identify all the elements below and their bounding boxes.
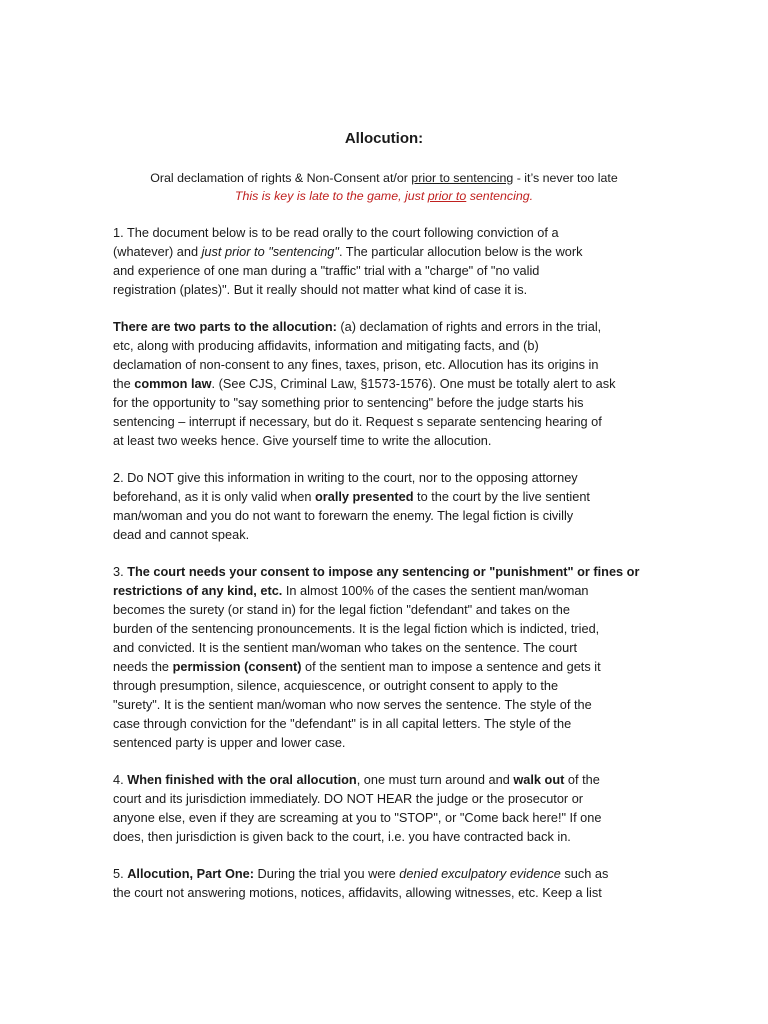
text-run: (a) declamation of rights and errors in the trial, bbox=[336, 319, 602, 334]
bold-text: The court needs your consent to impose any sentencing or "punishment" or fines or bbox=[127, 564, 640, 579]
note-text-end: sentencing. bbox=[466, 189, 534, 203]
text-line: 1. The document below is to be read orally to the court following conviction of a bbox=[113, 225, 559, 240]
paragraph-2 bbox=[113, 317, 658, 450]
text-run: During the trial you were bbox=[253, 866, 400, 881]
text-line: sentencing – interrupt if necessary, but do it. Request s separate sentencing hearing of bbox=[113, 414, 602, 429]
text-line: becomes the surety (or stand in) for the legal fiction "defendant" and takes on the bbox=[113, 602, 570, 617]
text-line: does, then jurisdiction is given back to the court, i.e. you have contracted back in. bbox=[113, 829, 571, 844]
bold-text: common law bbox=[134, 376, 212, 391]
text-run: the bbox=[113, 376, 135, 391]
text-line bbox=[113, 242, 658, 261]
bold-text: permission (consent) bbox=[172, 659, 302, 674]
text-line bbox=[113, 374, 658, 393]
subtitle-text: Oral declamation of rights & Non-Consent at/or bbox=[150, 171, 412, 185]
paragraph-3 bbox=[113, 468, 658, 544]
document-subtitle bbox=[0, 169, 768, 187]
note-underlined: prior to bbox=[427, 189, 467, 203]
red-note bbox=[0, 187, 768, 205]
subtitle-underlined: prior to sentencing bbox=[411, 171, 514, 185]
document-body bbox=[113, 223, 658, 920]
text-run: such as bbox=[560, 866, 609, 881]
note-text: This is key is late to the game, just bbox=[234, 189, 428, 203]
paragraph-5 bbox=[113, 770, 658, 846]
text-line: etc, along with producing affidavits, information and mitigating facts, and (b) bbox=[113, 338, 539, 353]
text-line bbox=[113, 317, 658, 336]
text-line: "surety". It is the sentient man/woman who now serves the sentence. The style of the bbox=[113, 697, 592, 712]
text-run: of the sentient man to impose a sentence and gets it bbox=[301, 659, 601, 674]
text-run: 4. bbox=[113, 772, 128, 787]
text-line bbox=[113, 864, 658, 883]
subtitle-text-end: - it’s never too late bbox=[513, 171, 618, 185]
text-run: needs the bbox=[113, 659, 173, 674]
bold-text: orally presented bbox=[315, 489, 414, 504]
text-run: 3. bbox=[113, 564, 128, 579]
text-run: , one must turn around and bbox=[356, 772, 514, 787]
text-line: for the opportunity to "say something prior to sentencing" before the judge starts his bbox=[113, 395, 584, 410]
text-run: 5. bbox=[113, 866, 128, 881]
text-line bbox=[113, 487, 658, 506]
text-line: sentenced party is upper and lower case. bbox=[113, 735, 346, 750]
text-run: . (See CJS, Criminal Law, §1573-1576). One must be totally alert to ask bbox=[211, 376, 616, 391]
text-line: anyone else, even if they are screaming at you to "STOP", or "Come back here!" If one bbox=[113, 810, 602, 825]
text-line: and convicted. It is the sentient man/woman who takes on the sentence. The court bbox=[113, 640, 577, 655]
text-line: registration (plates)". But it really should not matter what kind of case it is. bbox=[113, 282, 528, 297]
italic-text: just prior to "sentencing" bbox=[201, 244, 339, 259]
bold-text: walk out bbox=[513, 772, 565, 787]
text-line: man/woman and you do not want to forewarn the enemy. The legal fiction is civilly bbox=[113, 508, 574, 523]
text-line: through presumption, silence, acquiescence, or outright consent to apply to the bbox=[113, 678, 559, 693]
text-line: court and its jurisdiction immediately. DO NOT HEAR the judge or the prosecutor or bbox=[113, 791, 584, 806]
text-line: and experience of one man during a "traffic" trial with a "charge" of "no valid bbox=[113, 263, 540, 278]
italic-text: denied exculpatory evidence bbox=[399, 866, 561, 881]
text-line bbox=[113, 562, 658, 581]
text-line: 2. Do NOT give this information in writing to the court, nor to the opposing attorney bbox=[113, 470, 578, 485]
paragraph-4 bbox=[113, 562, 658, 752]
paragraph-6 bbox=[113, 864, 658, 902]
text-run: to the court by the live sentient bbox=[413, 489, 590, 504]
bold-text: Allocution, Part One: bbox=[127, 866, 254, 881]
text-line: case through conviction for the "defendant" is in all capital letters. The style of the bbox=[113, 716, 572, 731]
text-run: of the bbox=[564, 772, 600, 787]
text-line: declamation of non-consent to any fines, taxes, prison, etc. Allocution has its origins in bbox=[113, 357, 599, 372]
text-line: at least two weeks hence. Give yourself time to write the allocution. bbox=[113, 433, 492, 448]
bold-text: When finished with the oral allocution bbox=[127, 772, 357, 787]
bold-text: There are two parts to the allocution: bbox=[113, 319, 337, 334]
text-run: In almost 100% of the cases the sentient man/woman bbox=[282, 583, 589, 598]
text-run: (whatever) and bbox=[113, 244, 202, 259]
text-line: dead and cannot speak. bbox=[113, 527, 250, 542]
bold-text: restrictions of any kind, etc. bbox=[113, 583, 283, 598]
text-line bbox=[113, 581, 658, 600]
text-line: burden of the sentencing pronouncements. It is the legal fiction which is indicted, tried, bbox=[113, 621, 600, 636]
paragraph-1 bbox=[113, 223, 658, 299]
text-run: . The particular allocution below is the work bbox=[338, 244, 583, 259]
text-line bbox=[113, 657, 658, 676]
text-line bbox=[113, 770, 658, 789]
text-line: the court not answering motions, notices, affidavits, allowing witnesses, etc. Keep a list bbox=[113, 885, 602, 900]
document-title: Allocution: bbox=[344, 130, 424, 147]
text-run: beforehand, as it is only valid when bbox=[113, 489, 315, 504]
